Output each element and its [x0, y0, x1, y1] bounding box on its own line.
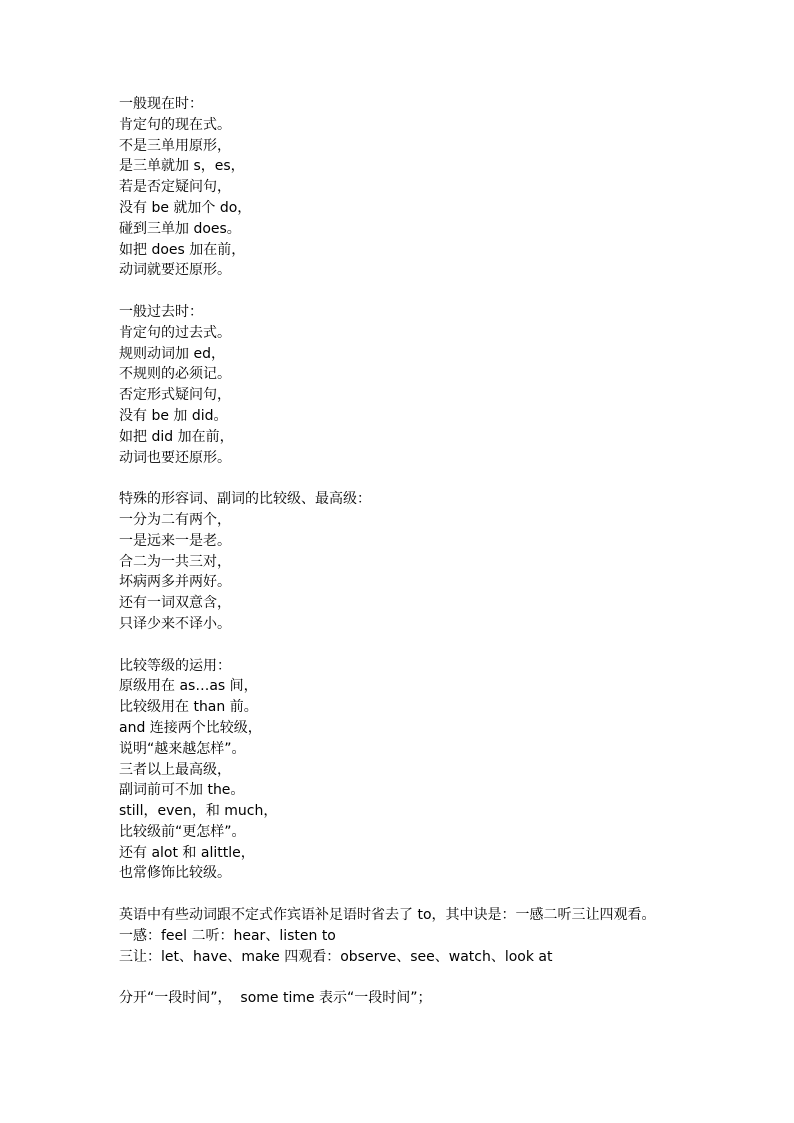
text-line: 一是远来一是老。: [119, 532, 231, 549]
text-line: and 连接两个比较级，: [119, 719, 262, 736]
text-line: 也常修饰比较级。: [119, 865, 231, 882]
text-line: 碰到三单加 does。: [119, 220, 241, 237]
text-line: 不是三单用原形，: [119, 137, 231, 154]
text-line: still，even，和 much，: [119, 803, 278, 820]
section-some-time: [119, 988, 719, 1009]
text-line: 坏病两多并两好。: [119, 574, 231, 591]
text-line: 说明“越来越怎样”。: [119, 740, 246, 757]
text-line: 没有 be 就加个 do，: [119, 199, 252, 216]
text-line: 比较级前“更怎样”。: [119, 823, 246, 840]
text-line: 一感：feel 二听：hear、listen to: [119, 927, 336, 944]
section-heading: 比较等级的运用：: [119, 657, 231, 674]
section-past-simple: [119, 302, 719, 468]
text-line: 肯定句的现在式。: [119, 116, 231, 133]
text-line: 还有 alot 和 alittle，: [119, 844, 255, 861]
text-line: 只译少来不译小。: [119, 615, 231, 632]
text-line: 一分为二有两个，: [119, 511, 231, 528]
text-line: 是三单就加 s，es，: [119, 158, 245, 175]
text-line: 否定形式疑问句，: [119, 387, 231, 404]
section-bare-infinitive-verbs: [119, 905, 719, 967]
text-line: 规则动词加 ed，: [119, 345, 225, 362]
section-present-simple: [119, 94, 719, 281]
text-line: 原级用在 as…as 间，: [119, 678, 258, 695]
section-heading: 一般过去时：: [119, 303, 203, 320]
section-heading: 英语中有些动词跟不定式作宾语补足语时省去了 to，其中诀是：一感二听三让四观看。: [119, 907, 656, 924]
section-heading: 特殊的形容词、副词的比较级、最高级：: [119, 491, 371, 508]
text-line: 合二为一共三对，: [119, 553, 231, 570]
text-line: 若是否定疑问句，: [119, 179, 231, 196]
text-line: 比较级用在 than 前。: [119, 699, 258, 716]
text-line: 三者以上最高级，: [119, 761, 231, 778]
text-line: 动词也要还原形。: [119, 449, 231, 466]
section-heading: 一般现在时：: [119, 96, 203, 112]
section-irregular-comparatives: [119, 489, 719, 635]
text-line: 还有一词双意含，: [119, 595, 231, 612]
text-line: 肯定句的过去式。: [119, 324, 231, 341]
text-line: 三让：let、have、make 四观看：observe、see、watch、look at: [119, 948, 553, 965]
section-heading: 分开“一段时间”， some time 表示“一段时间”；: [119, 990, 432, 1007]
text-line: 没有 be 加 did。: [119, 407, 228, 424]
text-line: 不规则的必须记。: [119, 366, 231, 383]
text-line: 副词前可不加 the。: [119, 782, 245, 799]
text-line: 动词就要还原形。: [119, 262, 231, 279]
document-page: [119, 94, 719, 1030]
section-comparison-usage: [119, 656, 719, 885]
text-line: 如把 did 加在前，: [119, 428, 234, 445]
text-line: 如把 does 加在前，: [119, 241, 246, 258]
